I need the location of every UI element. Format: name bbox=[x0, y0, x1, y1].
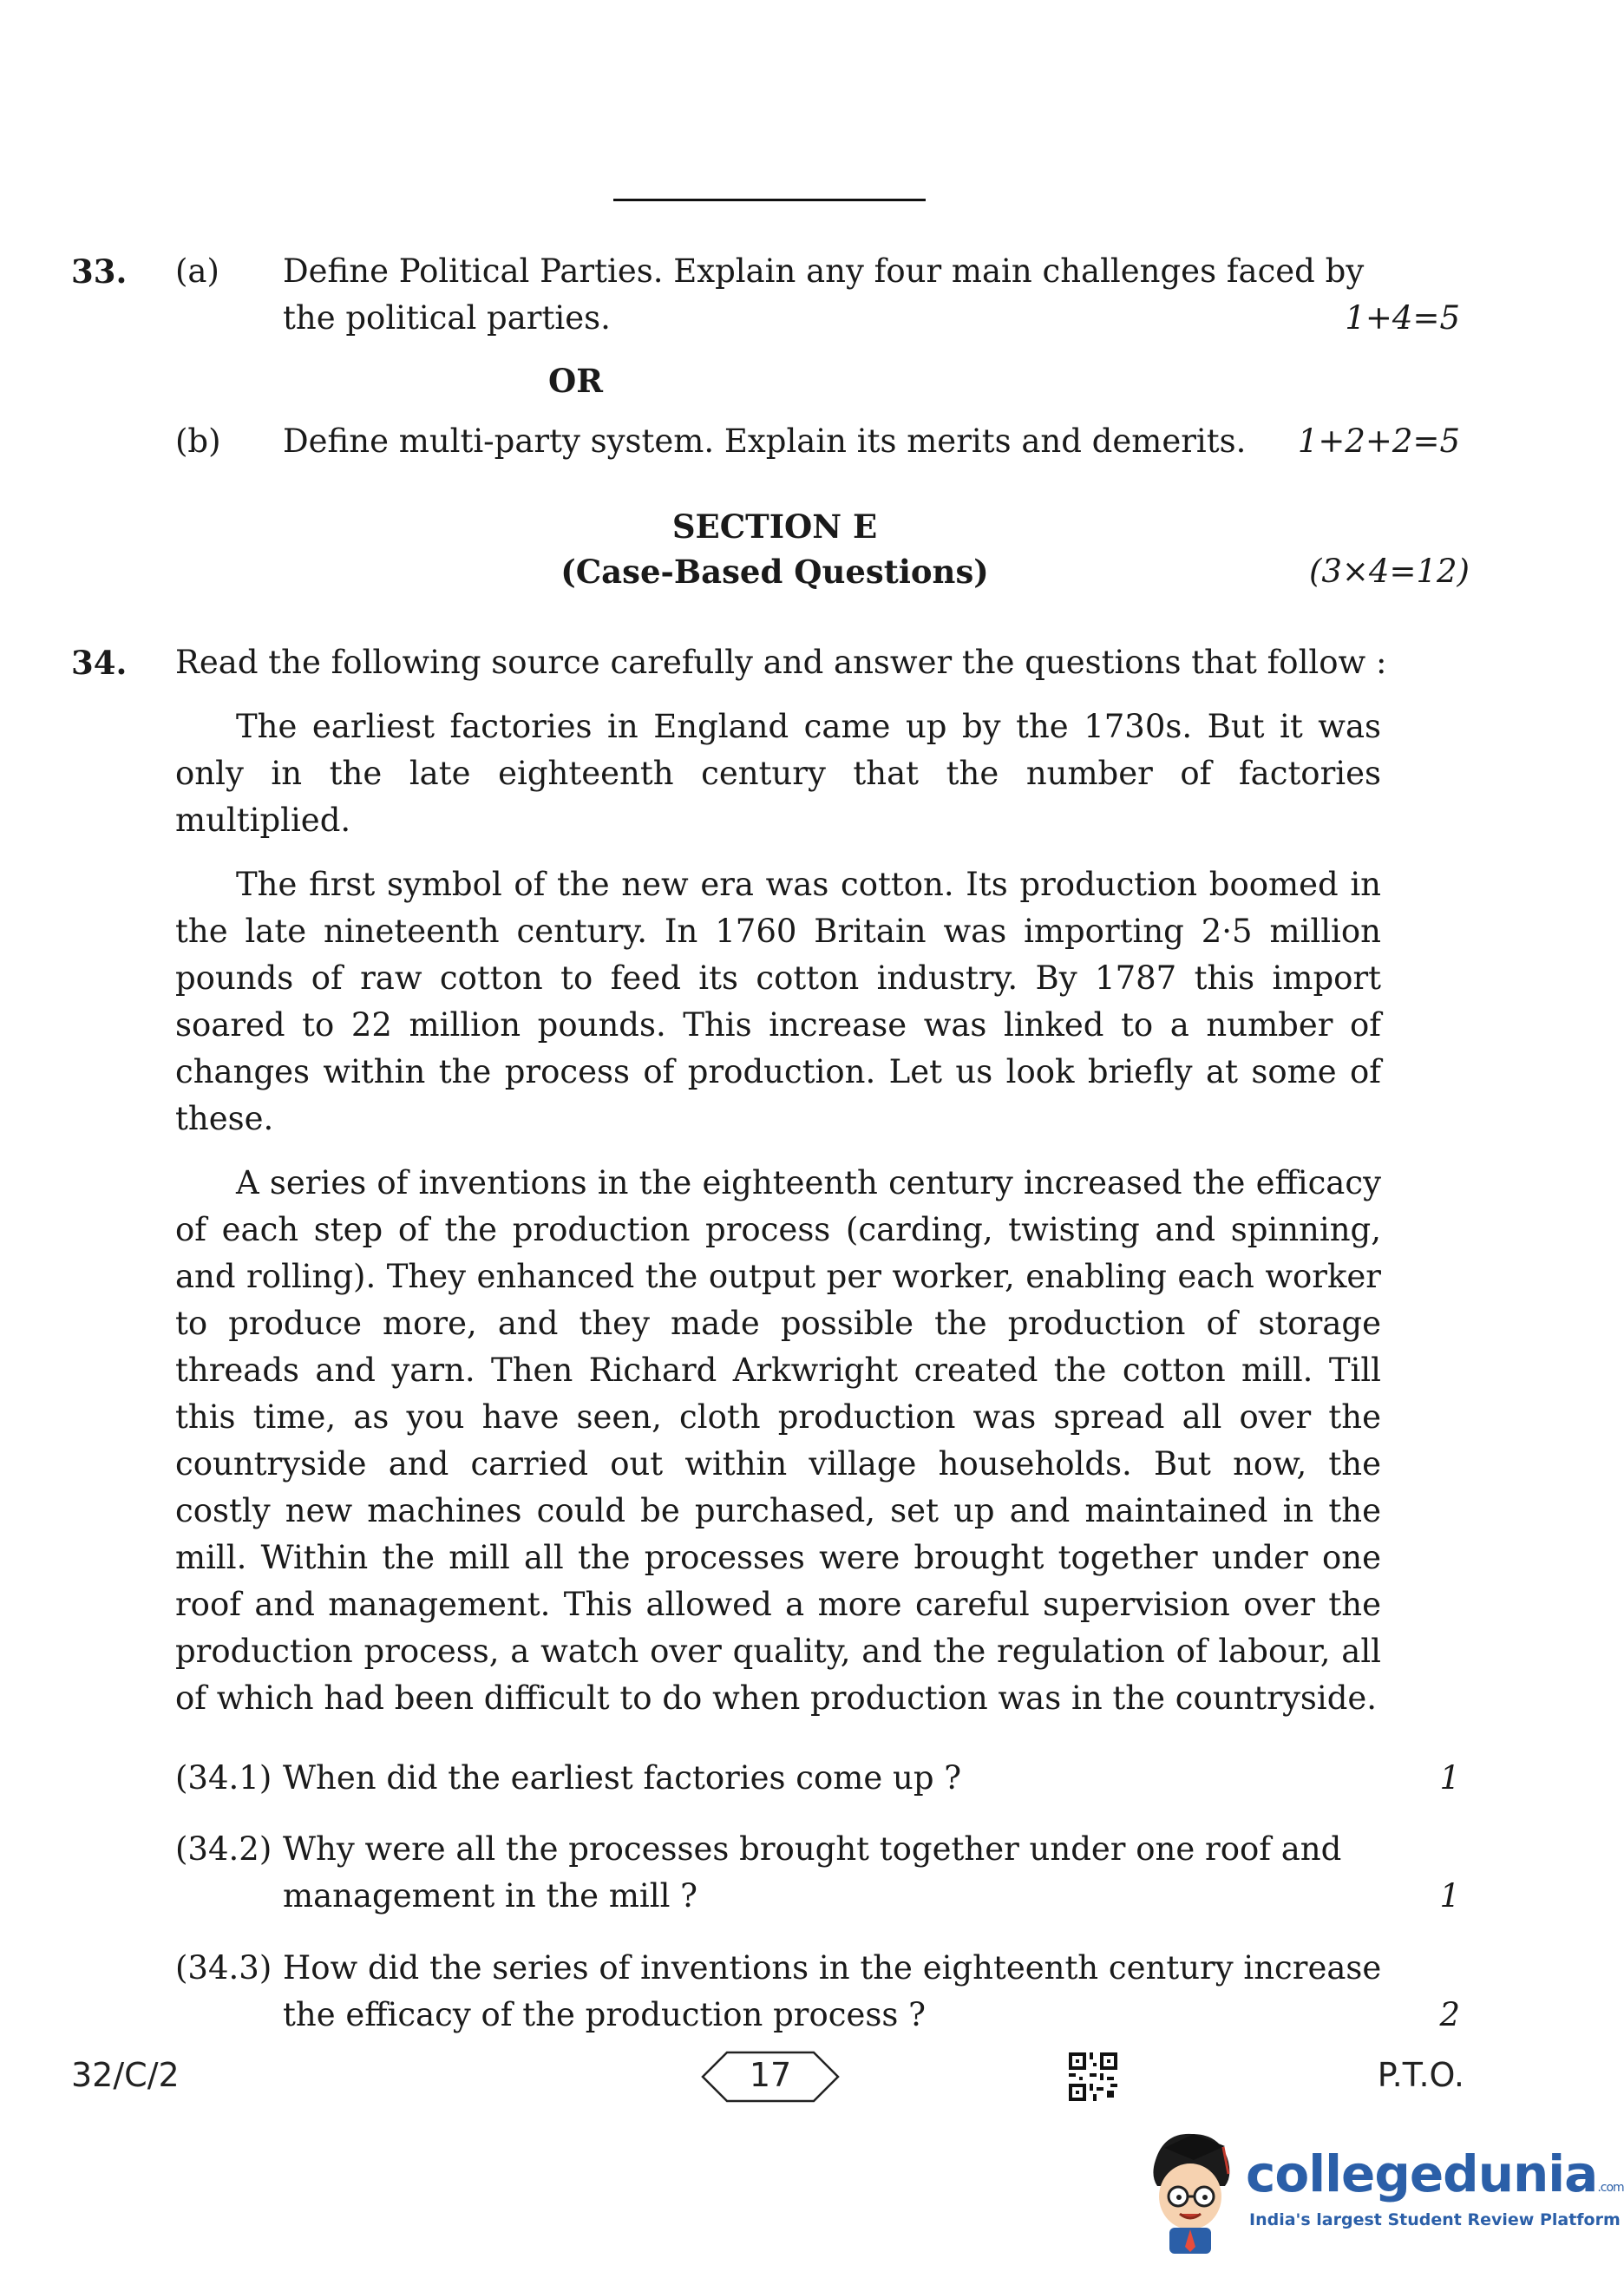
logo-tagline: India's largest Student Review Platform bbox=[1249, 2210, 1621, 2229]
subquestion-label-3: (34.3) bbox=[175, 1949, 272, 1987]
section-subtitle: (Case-Based Questions) bbox=[560, 553, 989, 591]
subquestion-marks-3: 2 bbox=[1439, 1996, 1460, 2033]
question-34-instruction: Read the following source carefully and answer the questions that follow : bbox=[175, 644, 1387, 681]
subquestion-label-2: (34.2) bbox=[175, 1830, 272, 1868]
subquestion-label-1: (34.1) bbox=[175, 1759, 272, 1797]
passage-paragraph-1: The earliest factories in England came up by the 1730s. But it was only in the late eighteenth century that the number of factories multiplied. bbox=[175, 708, 1381, 839]
qr-code-icon bbox=[1069, 2052, 1117, 2101]
passage-paragraph-2: The first symbol of the new era was cotton. Its production boomed in the late nineteenth century. In 1760 Britain was importing 2·5 million pounds of raw cotton to feed its cotton industry. By 1787 this import soared to 22 million pounds. This increase was linked to a number of changes within the process of production. Let us look briefly at some of these. bbox=[175, 866, 1381, 1137]
top-divider bbox=[613, 199, 926, 201]
option-b-label: (b) bbox=[175, 422, 221, 460]
subquestion-text-3-line1: How did the series of inventions in the eighteenth century increase bbox=[283, 1949, 1382, 1987]
subquestion-text-3-line2: the efficacy of the production process ? bbox=[283, 1996, 926, 2033]
subquestion-text-2-line2: management in the mill ? bbox=[283, 1877, 698, 1915]
section-marks: (3×4=12) bbox=[1308, 553, 1470, 590]
paper-code: 32/C/2 bbox=[71, 2056, 180, 2094]
please-turn-over: P.T.O. bbox=[1377, 2056, 1464, 2094]
page-number: 17 bbox=[749, 2056, 792, 2094]
question-number-34: 34. bbox=[71, 644, 128, 682]
page-number-badge bbox=[701, 2049, 840, 2105]
logo-suffix: .com bbox=[1597, 2181, 1624, 2195]
logo-wordmark bbox=[1246, 2144, 1624, 2203]
option-b-text: Define multi-party system. Explain its merits and demerits. bbox=[283, 422, 1247, 460]
or-separator: OR bbox=[548, 362, 603, 400]
option-b-marks: 1+2+2=5 bbox=[1297, 422, 1460, 460]
option-a-marks: 1+4=5 bbox=[1345, 299, 1460, 337]
section-title: SECTION E bbox=[671, 507, 878, 546]
source-passage bbox=[175, 704, 1381, 1722]
option-a-text-line1: Define Political Parties. Explain any four main challenges faced by bbox=[283, 252, 1365, 290]
student-mascot-icon bbox=[1138, 2125, 1242, 2255]
subquestion-marks-2: 1 bbox=[1439, 1877, 1460, 1915]
subquestion-text-2-line1: Why were all the processes brought together under one roof and bbox=[283, 1830, 1342, 1868]
subquestion-marks-1: 1 bbox=[1439, 1759, 1460, 1797]
question-number-33: 33. bbox=[71, 252, 128, 291]
logo-name: collegedunia bbox=[1246, 2144, 1598, 2203]
passage-paragraph-3: A series of inventions in the eighteenth century increased the efficacy of each step of the production process (carding, twisting and spinning, and rolling). They enhanced the output per worker, enabling each worker to produce more, and they made possible the production of storage threads and yarn. Then Richard Arkwright created the cotton mill. Till this time, as you have seen, cloth production was spread all over the countryside and carried out within village households. But now, the costly new machines could be purchased, set up and maintained in the mill. Within the mill all the processes were brought together under one roof and management. This allowed a more careful supervision over the production process, a watch over quality, and the regulation of labour, all of which had been difficult to do when production was in the countryside. bbox=[175, 1164, 1381, 1717]
option-a-label: (a) bbox=[175, 252, 219, 290]
option-a-text-line2: the political parties. bbox=[283, 299, 611, 337]
subquestion-text-1: When did the earliest factories come up ? bbox=[283, 1759, 962, 1797]
